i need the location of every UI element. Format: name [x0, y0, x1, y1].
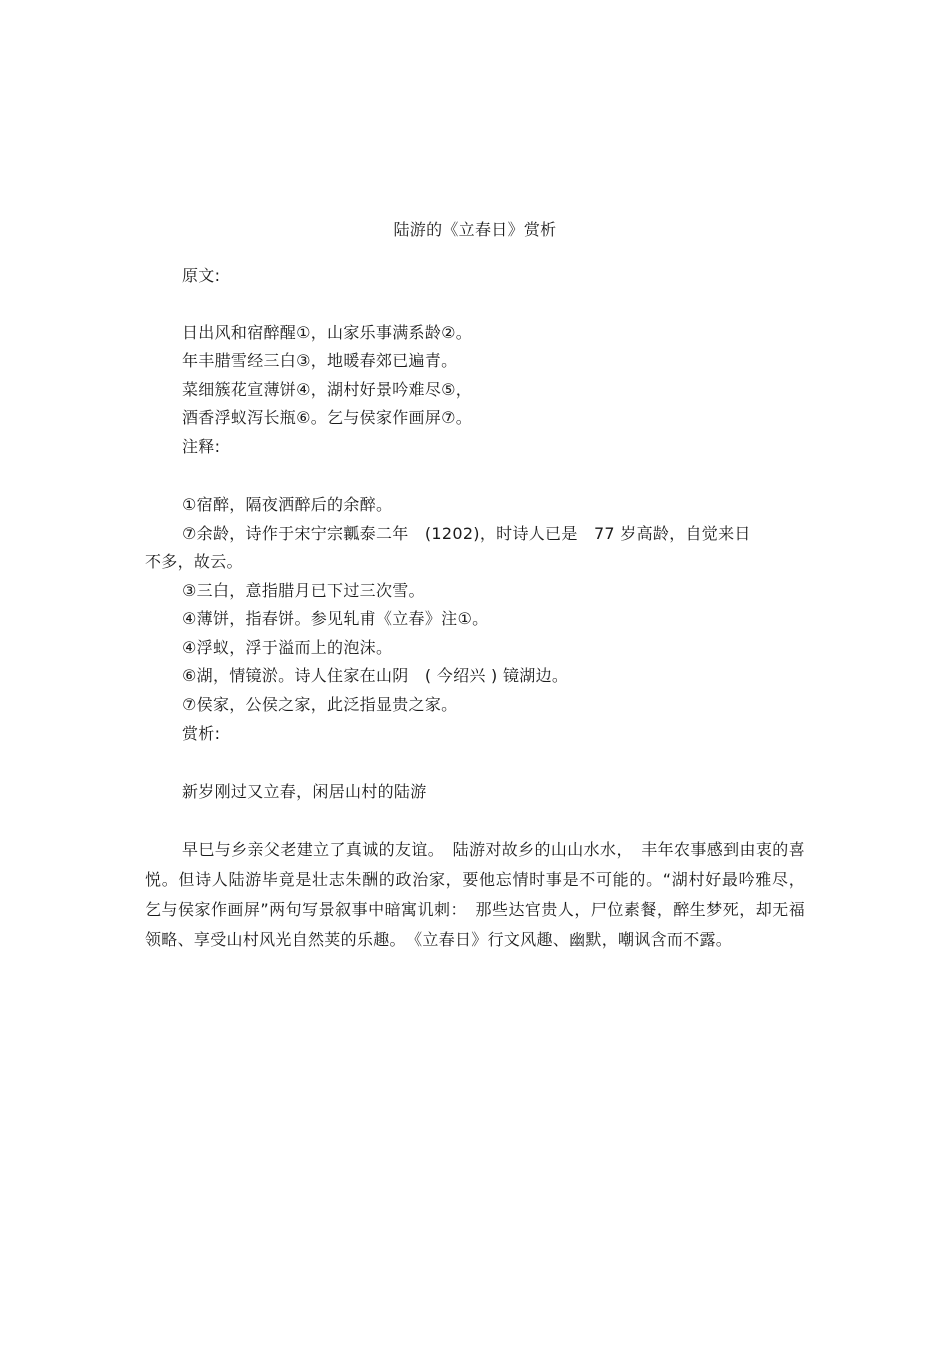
document-title: 陆游的《立春日》赏析	[393, 220, 557, 239]
poem-line-2: 年丰腊雪经三白③，地暖春郊已遍青。	[182, 351, 458, 370]
poem-line-1: 日出风和宿醉醒①，山家乐事满系龄②。	[182, 323, 473, 342]
appreciation-heading: 赏析:	[182, 724, 221, 743]
note-6: ⑥湖，情镜淤。诗人住家在山阴 ( 今绍兴 ) 镜湖边。	[182, 666, 569, 685]
poem-line-4: 酒香浮蚁泻长瓶⑥。乞与侯家作画屏⑦。	[182, 408, 473, 427]
note-4: ④薄饼，指春饼。参见轧甫《立春》注①。	[182, 609, 489, 628]
original-heading: 原文:	[182, 266, 221, 285]
note-2-line-1: ⑦余龄，诗作于宋宁宗瓤泰二年 (1202)，时诗人已是 77 岁高龄，自觉来日	[182, 524, 751, 543]
note-3: ③三白，意指腊月已下过三次雪。	[182, 581, 425, 600]
notes-heading: 注释:	[182, 437, 221, 456]
appreciation-intro: 新岁刚过又立春，闲居山村的陆游	[182, 782, 427, 801]
poem-line-3: 菜细簇花宣薄饼④，湖村好景吟难尽⑤，	[182, 380, 473, 399]
appreciation-body: 早巳与乡亲父老建立了真诚的友谊。 陆游对故乡的山山水水， 丰年农事感到由衷的喜悦。但诗人陆游毕竟是壮志朱酬的政治家，要他忘情时事是不可能的。“湖村好最吟雅尽，乞与侯家作画屏”两句写景叙事中暗寓讥刺： 那些达官贵人，尸位素餐，醉生梦死，却无福领略、享受山村风光自然荚的乐趣。 《立春日》行文风趣、幽默，嘲讽含而不露。	[145, 840, 805, 949]
note-7: ⑦侯家，公侯之家，此泛指显贵之家。	[182, 695, 458, 714]
note-1: ①宿醉，隔夜洒醉后的余醉。	[182, 495, 393, 514]
note-2-line-2: 不多，故云。	[145, 552, 243, 571]
note-5: ④浮蚁，浮于溢而上的泡沫。	[182, 638, 393, 657]
